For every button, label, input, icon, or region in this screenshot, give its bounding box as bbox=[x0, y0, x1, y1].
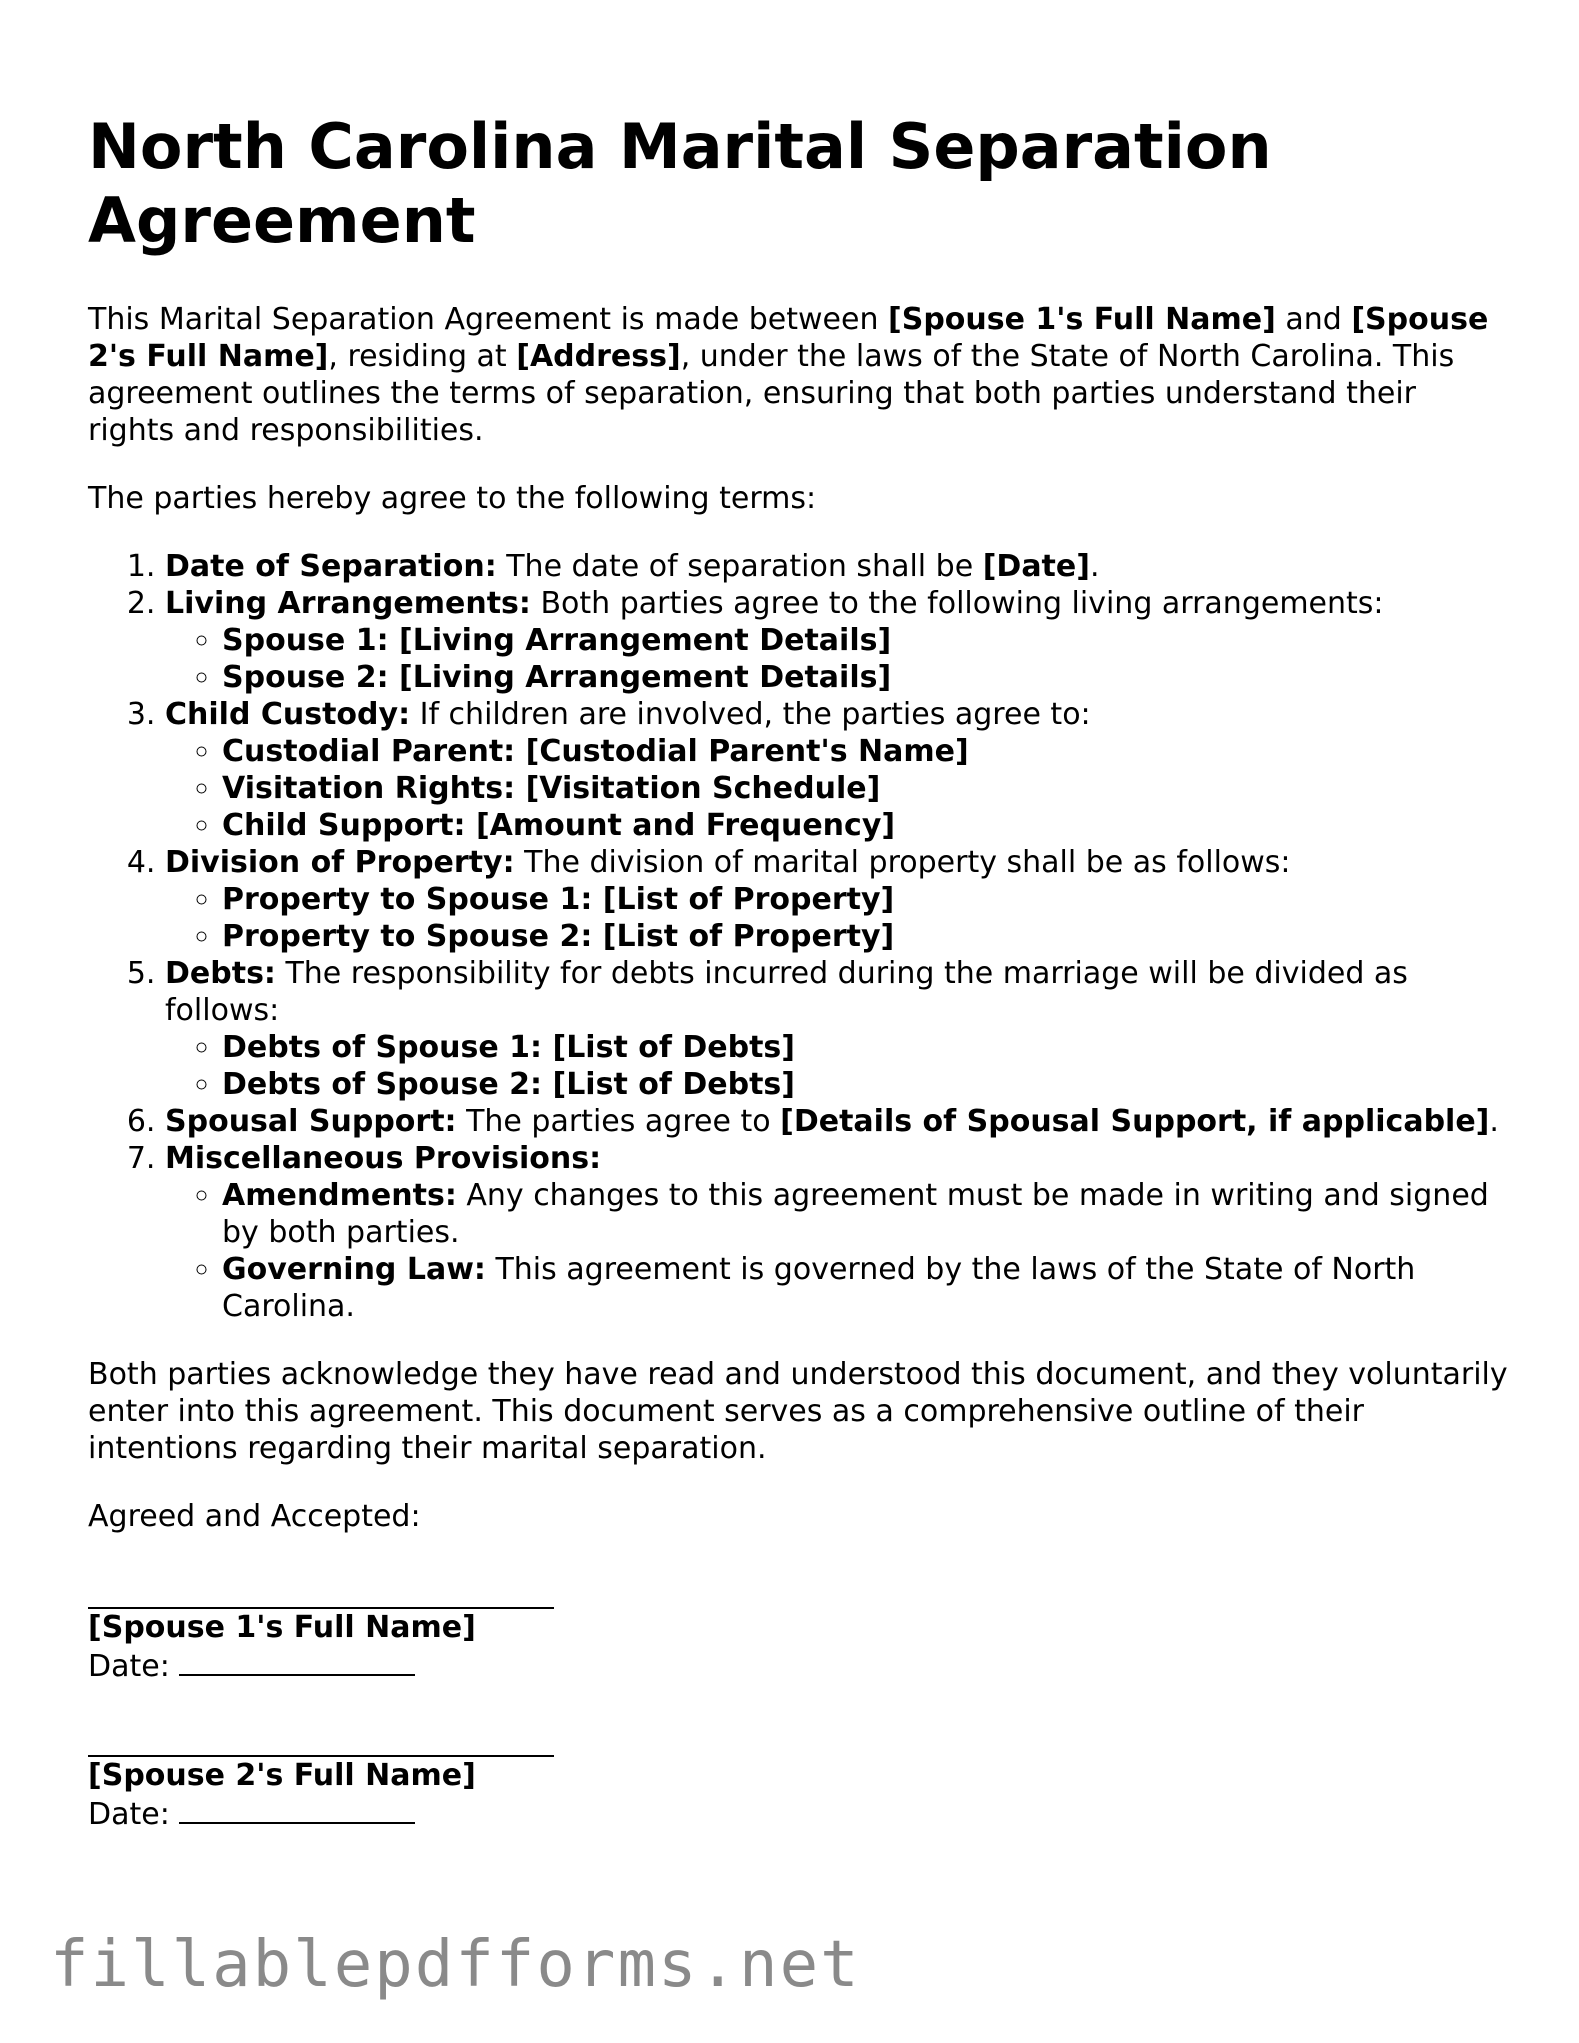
term-child-custody: 3. Child Custody: If children are involved, the parties agree to: ◦ Custodial Parent: [Custodial Parent's Name] ◦ Visitation Rights: [Visitation Schedule] ◦ Child Support: [Amount and Frequency] bbox=[165, 696, 1508, 844]
list-item: ◦ Property to Spouse 2: [List of Property] bbox=[222, 918, 1508, 955]
provision-amendments: ◦ Amendments: Any changes to this agreement must be made in writing and signed by both parties. bbox=[222, 1177, 1508, 1251]
term-living-arrangements: 2. Living Arrangements: Both parties agree to the following living arrangements: ◦ Spouse 1: [Living Arrangement Details] ◦ Spouse 2: [Living Arrangement Details] bbox=[165, 585, 1508, 696]
agreed-and-accepted: Agreed and Accepted: bbox=[88, 1499, 421, 1534]
signature-name: [Spouse 1's Full Name] bbox=[88, 1610, 476, 1645]
term-debts: 5. Debts: The responsibility for debts incurred during the marriage will be divided as follows: ◦ Debts of Spouse 1: [List of Debts] ◦ Debts of Spouse 2: [List of Debts] bbox=[165, 955, 1508, 1103]
signature-block-spouse-2 bbox=[88, 1721, 1508, 1833]
list-item: ◦ Spouse 1: [Living Arrangement Details] bbox=[222, 622, 1508, 659]
signature-date: Date: bbox=[88, 1794, 1508, 1833]
living-arrangements-list bbox=[165, 622, 1508, 696]
term-division-of-property: 4. Division of Property: The division of marital property shall be as follows: ◦ Property to Spouse 1: [List of Property] ◦ Property to Spouse 2: [List of Property] bbox=[165, 844, 1508, 955]
date-field[interactable] bbox=[179, 1646, 415, 1676]
list-item: ◦ Spouse 2: [Living Arrangement Details] bbox=[222, 659, 1508, 696]
provision-governing-law: ◦ Governing Law: This agreement is governed by the laws of the State of North Carolina. bbox=[222, 1251, 1508, 1325]
signature-name: [Spouse 2's Full Name] bbox=[88, 1758, 476, 1793]
spouse2-name-placeholder: [Spouse 2's Full Name] bbox=[88, 302, 1489, 374]
term-spousal-support: 6. Spousal Support: The parties agree to [Details of Spousal Support, if applicable]. bbox=[165, 1103, 1508, 1140]
signature-block-spouse-1 bbox=[88, 1573, 1508, 1685]
list-item: ◦ Debts of Spouse 1: [List of Debts] bbox=[222, 1029, 1508, 1066]
document-title: North Carolina Marital Separation Agreement bbox=[88, 110, 1272, 257]
date-field[interactable] bbox=[179, 1794, 415, 1824]
term-miscellaneous-provisions: 7. Miscellaneous Provisions: ◦ Amendments: Any changes to this agreement must be made in writing and signed by both parties. ◦ Governing Law: This agreement is governed by the laws of the State of North Carolina. bbox=[165, 1140, 1508, 1325]
closing-paragraph: Both parties acknowledge they have read and understood this document, and they voluntarily enter into this agreement. This document serves as a comprehensive outline of their intentions regarding their marital separation. bbox=[88, 1357, 1508, 1466]
property-list bbox=[165, 881, 1508, 955]
signature-line[interactable] bbox=[88, 1573, 554, 1609]
term-date-of-separation: 1. Date of Separation: The date of separation shall be [Date]. bbox=[165, 548, 1508, 585]
address-placeholder: [Address] bbox=[516, 339, 681, 374]
intro-paragraph: This Marital Separation Agreement is made between [Spouse 1's Full Name] and [Spouse 2's Full Name], residing at [Address], under the laws of the State of North Carolina. This agreement outlines the terms of separation, ensuring that both parties understand their rights and responsibilities. bbox=[88, 302, 1489, 448]
list-item: ◦ Visitation Rights: [Visitation Schedule] bbox=[222, 770, 1508, 807]
debts-list bbox=[165, 1029, 1508, 1103]
signature-date: Date: bbox=[88, 1646, 1508, 1685]
list-item: ◦ Child Support: [Amount and Frequency] bbox=[222, 807, 1508, 844]
terms-intro: The parties hereby agree to the following terms: bbox=[88, 481, 817, 516]
spouse1-name-placeholder: [Spouse 1's Full Name] bbox=[888, 302, 1276, 337]
watermark: fillablepdfforms.net bbox=[50, 1928, 861, 2002]
list-item: ◦ Property to Spouse 1: [List of Property] bbox=[222, 881, 1508, 918]
list-item: ◦ Debts of Spouse 2: [List of Debts] bbox=[222, 1066, 1508, 1103]
signature-line[interactable] bbox=[88, 1721, 554, 1757]
terms-list bbox=[88, 548, 1508, 1325]
document-page bbox=[88, 110, 1508, 1833]
provisions-list bbox=[165, 1177, 1508, 1325]
list-item: ◦ Custodial Parent: [Custodial Parent's Name] bbox=[222, 733, 1508, 770]
child-custody-list bbox=[165, 733, 1508, 844]
